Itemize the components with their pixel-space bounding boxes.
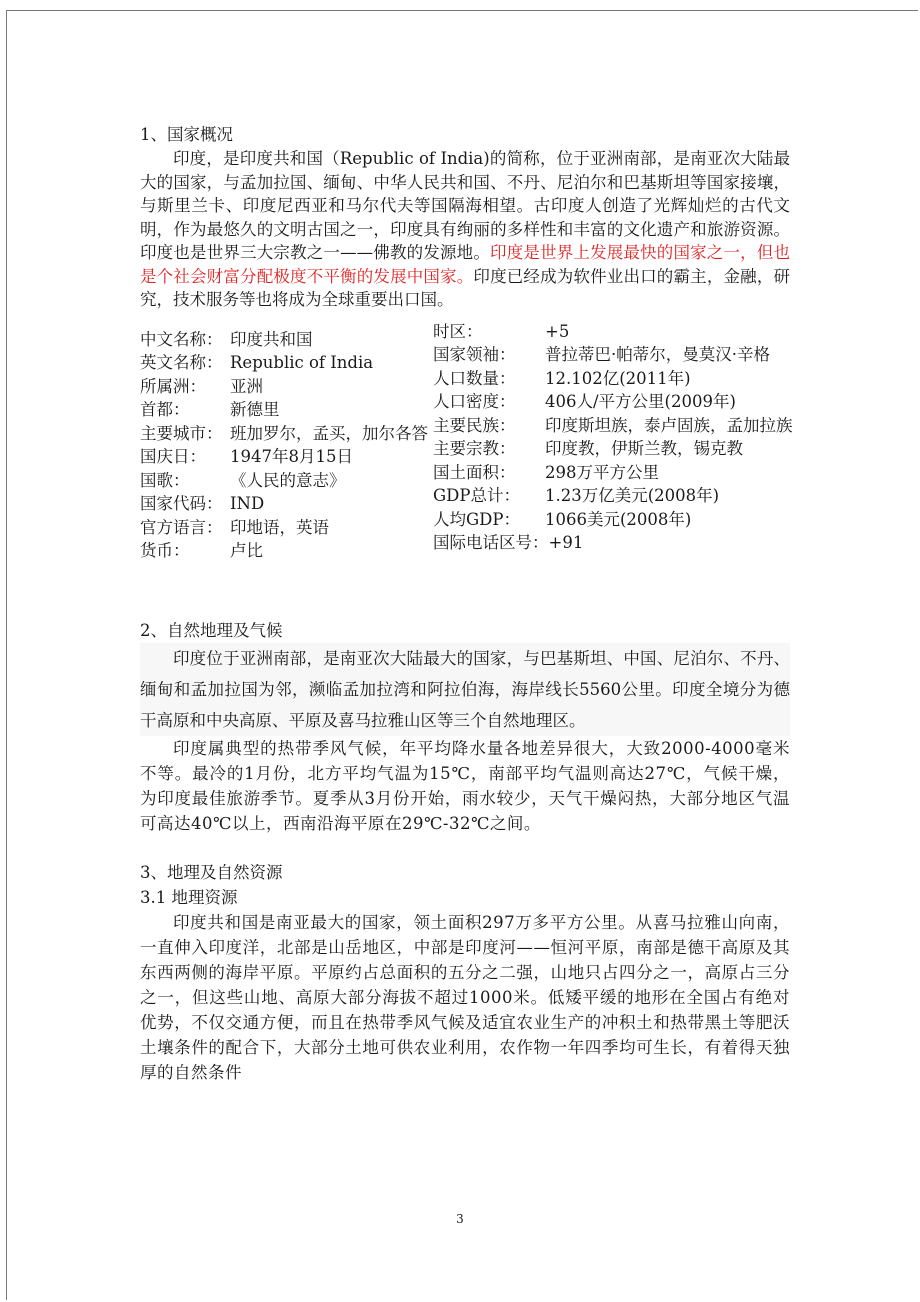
info-row [433, 320, 793, 344]
info-key: 国庆日： [140, 447, 206, 466]
intro-text: 印度，是印度共和国（Republic of India)的简称，位于亚洲南部，是南亚次大陆最大的国家，与孟加拉国、缅甸、中华人民共和国、不丹、尼泊尔和巴基斯坦等国家接壤，与斯里兰卡、印度尼西亚和马尔代夫等国隔海相望。古印度人创造了光辉灿烂的古代文明，作为最悠久的文明古国之一，印度具有绚丽的多样性和丰富的文化遗产和旅游资源。印度也是世界三大宗教之一——佛教的发源地。 [140, 149, 790, 262]
info-value: 印度教，伊斯兰教，锡克教 [545, 439, 743, 458]
info-value: 普拉蒂巴·帕蒂尔，曼莫汉·辛格 [545, 345, 770, 364]
info-value: 印地语，英语 [230, 517, 329, 537]
info-row [433, 437, 793, 461]
info-row [140, 375, 430, 399]
info-row [140, 445, 430, 469]
document-body [140, 122, 793, 1085]
info-value: 1.23万亿美元(2008年) [545, 486, 720, 505]
info-row [140, 398, 430, 422]
info-key: GDP总计： [433, 486, 521, 505]
info-value: 新德里 [230, 400, 280, 419]
info-value: 406人/平方公里(2009年) [545, 392, 736, 411]
section-1-heading: 1、国家概况 [140, 125, 233, 144]
info-row [433, 461, 793, 485]
info-value: 卢比 [230, 541, 263, 560]
info-row [433, 367, 793, 391]
info-value: 亚洲 [230, 376, 263, 396]
info-key: 主要民族： [433, 415, 516, 435]
info-key: 人口数量： [433, 368, 516, 388]
geography-paragraph: 印度位于亚洲南部，是南亚次大陆最大的国家，与巴基斯坦、中国、尼泊尔、不丹、缅甸和孟加拉国为邻，濒临孟加拉湾和阿拉伯海，海岸线长5560公里。印度全境分为德干高原和中央高原、平原及喜马拉雅山区等三个自然地理区。 [140, 643, 790, 736]
info-key: 所属洲： [140, 376, 206, 396]
info-value: +5 [545, 321, 570, 341]
info-key: 国歌： [140, 470, 190, 490]
section-3-heading: 3、地理及自然资源 [140, 862, 283, 882]
info-value: +91 [548, 533, 584, 552]
info-value: IND [230, 494, 265, 513]
info-key: 首都： [140, 400, 190, 419]
info-value: 298万平方公里 [545, 462, 659, 482]
info-key: 人均GDP： [433, 509, 521, 529]
info-row [433, 508, 793, 532]
info-row [140, 516, 430, 540]
info-key: 主要宗教： [433, 439, 516, 458]
section-spacer [140, 836, 790, 860]
info-left-column [140, 328, 430, 563]
info-key: 主要城市： [140, 423, 223, 443]
page-number: 3 [456, 1212, 464, 1226]
info-row [433, 531, 793, 555]
intro-text-tail: 印度已经成为软件业出口的霸主，金融，研究，技术服务等也将成为全球重要出口国。 [140, 266, 791, 309]
geography-resources-paragraph: 印度共和国是南亚最大的国家，领土面积297万多平方公里。从喜马拉雅山向南，一直伸入印度洋，北部是山岳地区，中部是印度河——恒河平原，南部是德干高原及其东西两侧的海岸平原。平原约占总面积的五分之二强，山地只占四分之一，高原占三分之一，但这些山地、高原大部分海拔不超过1000米。低矮平缓的地形在全国占有绝对优势，不仅交通方便，而且在热带季风气候及适宜农业生产的冲积土和热带黑土等肥沃土壤条件的配合下，大部分土地可供农业利用，农作物一年四季均可生长，有着得天独厚的自然条件 [140, 912, 790, 1082]
info-key: 国家代码： [140, 494, 223, 513]
info-value: 《人民的意志》 [230, 470, 346, 490]
info-key: 国土面积： [433, 462, 516, 482]
info-row [433, 484, 793, 508]
info-key: 国际电话区号： [433, 533, 549, 552]
info-value: 1947年8月15日 [230, 447, 353, 466]
info-key: 英文名称： [140, 353, 223, 372]
info-row [140, 469, 430, 493]
info-right-column [433, 320, 793, 555]
info-value: 1066美元(2008年) [545, 509, 692, 529]
info-key: 中文名称： [140, 329, 223, 349]
info-row [140, 422, 430, 446]
section-2-heading: 2、自然地理及气候 [140, 620, 283, 640]
info-value: 12.102亿(2011年) [545, 368, 691, 388]
info-key: 时区： [433, 321, 483, 341]
section-1-paragraph [140, 147, 790, 312]
info-value: 印度共和国 [230, 329, 313, 349]
info-key: 国家领袖： [433, 345, 516, 364]
info-value: Republic of India [230, 353, 374, 372]
info-key: 官方语言： [140, 517, 223, 537]
info-row [433, 343, 793, 367]
info-row [433, 414, 793, 438]
info-key: 货币： [140, 541, 190, 560]
info-value: 印度斯坦族，泰卢固族，孟加拉族 [545, 415, 793, 435]
info-row [140, 539, 430, 563]
info-row [140, 328, 430, 352]
info-value: 班加罗尔，孟买，加尔各答 [230, 423, 428, 443]
info-row [140, 492, 430, 516]
info-row [140, 351, 430, 375]
info-key: 人口密度： [433, 392, 516, 411]
country-info-table [140, 321, 793, 618]
highlighted-red-text: 印度是世界上发展最快的国家之一，但也是个社会财富分配极度不平衡的发展中国家。 [140, 243, 791, 286]
info-row [433, 390, 793, 414]
section-3-1-subheading: 3.1 地理资源 [140, 887, 238, 907]
climate-paragraph: 印度属典型的热带季风气候，年平均降水量各地差异很大，大致2000-4000毫米不等。最冷的1月份，北方平均气温为15℃，南部平均气温则高达27℃，气候干燥，为印度最佳旅游季节。夏季从3月份开始，雨水较少，天气干燥闷热，大部分地区气温可高达40℃以上，西南沿海平原在29℃-32℃之间。 [140, 738, 790, 833]
